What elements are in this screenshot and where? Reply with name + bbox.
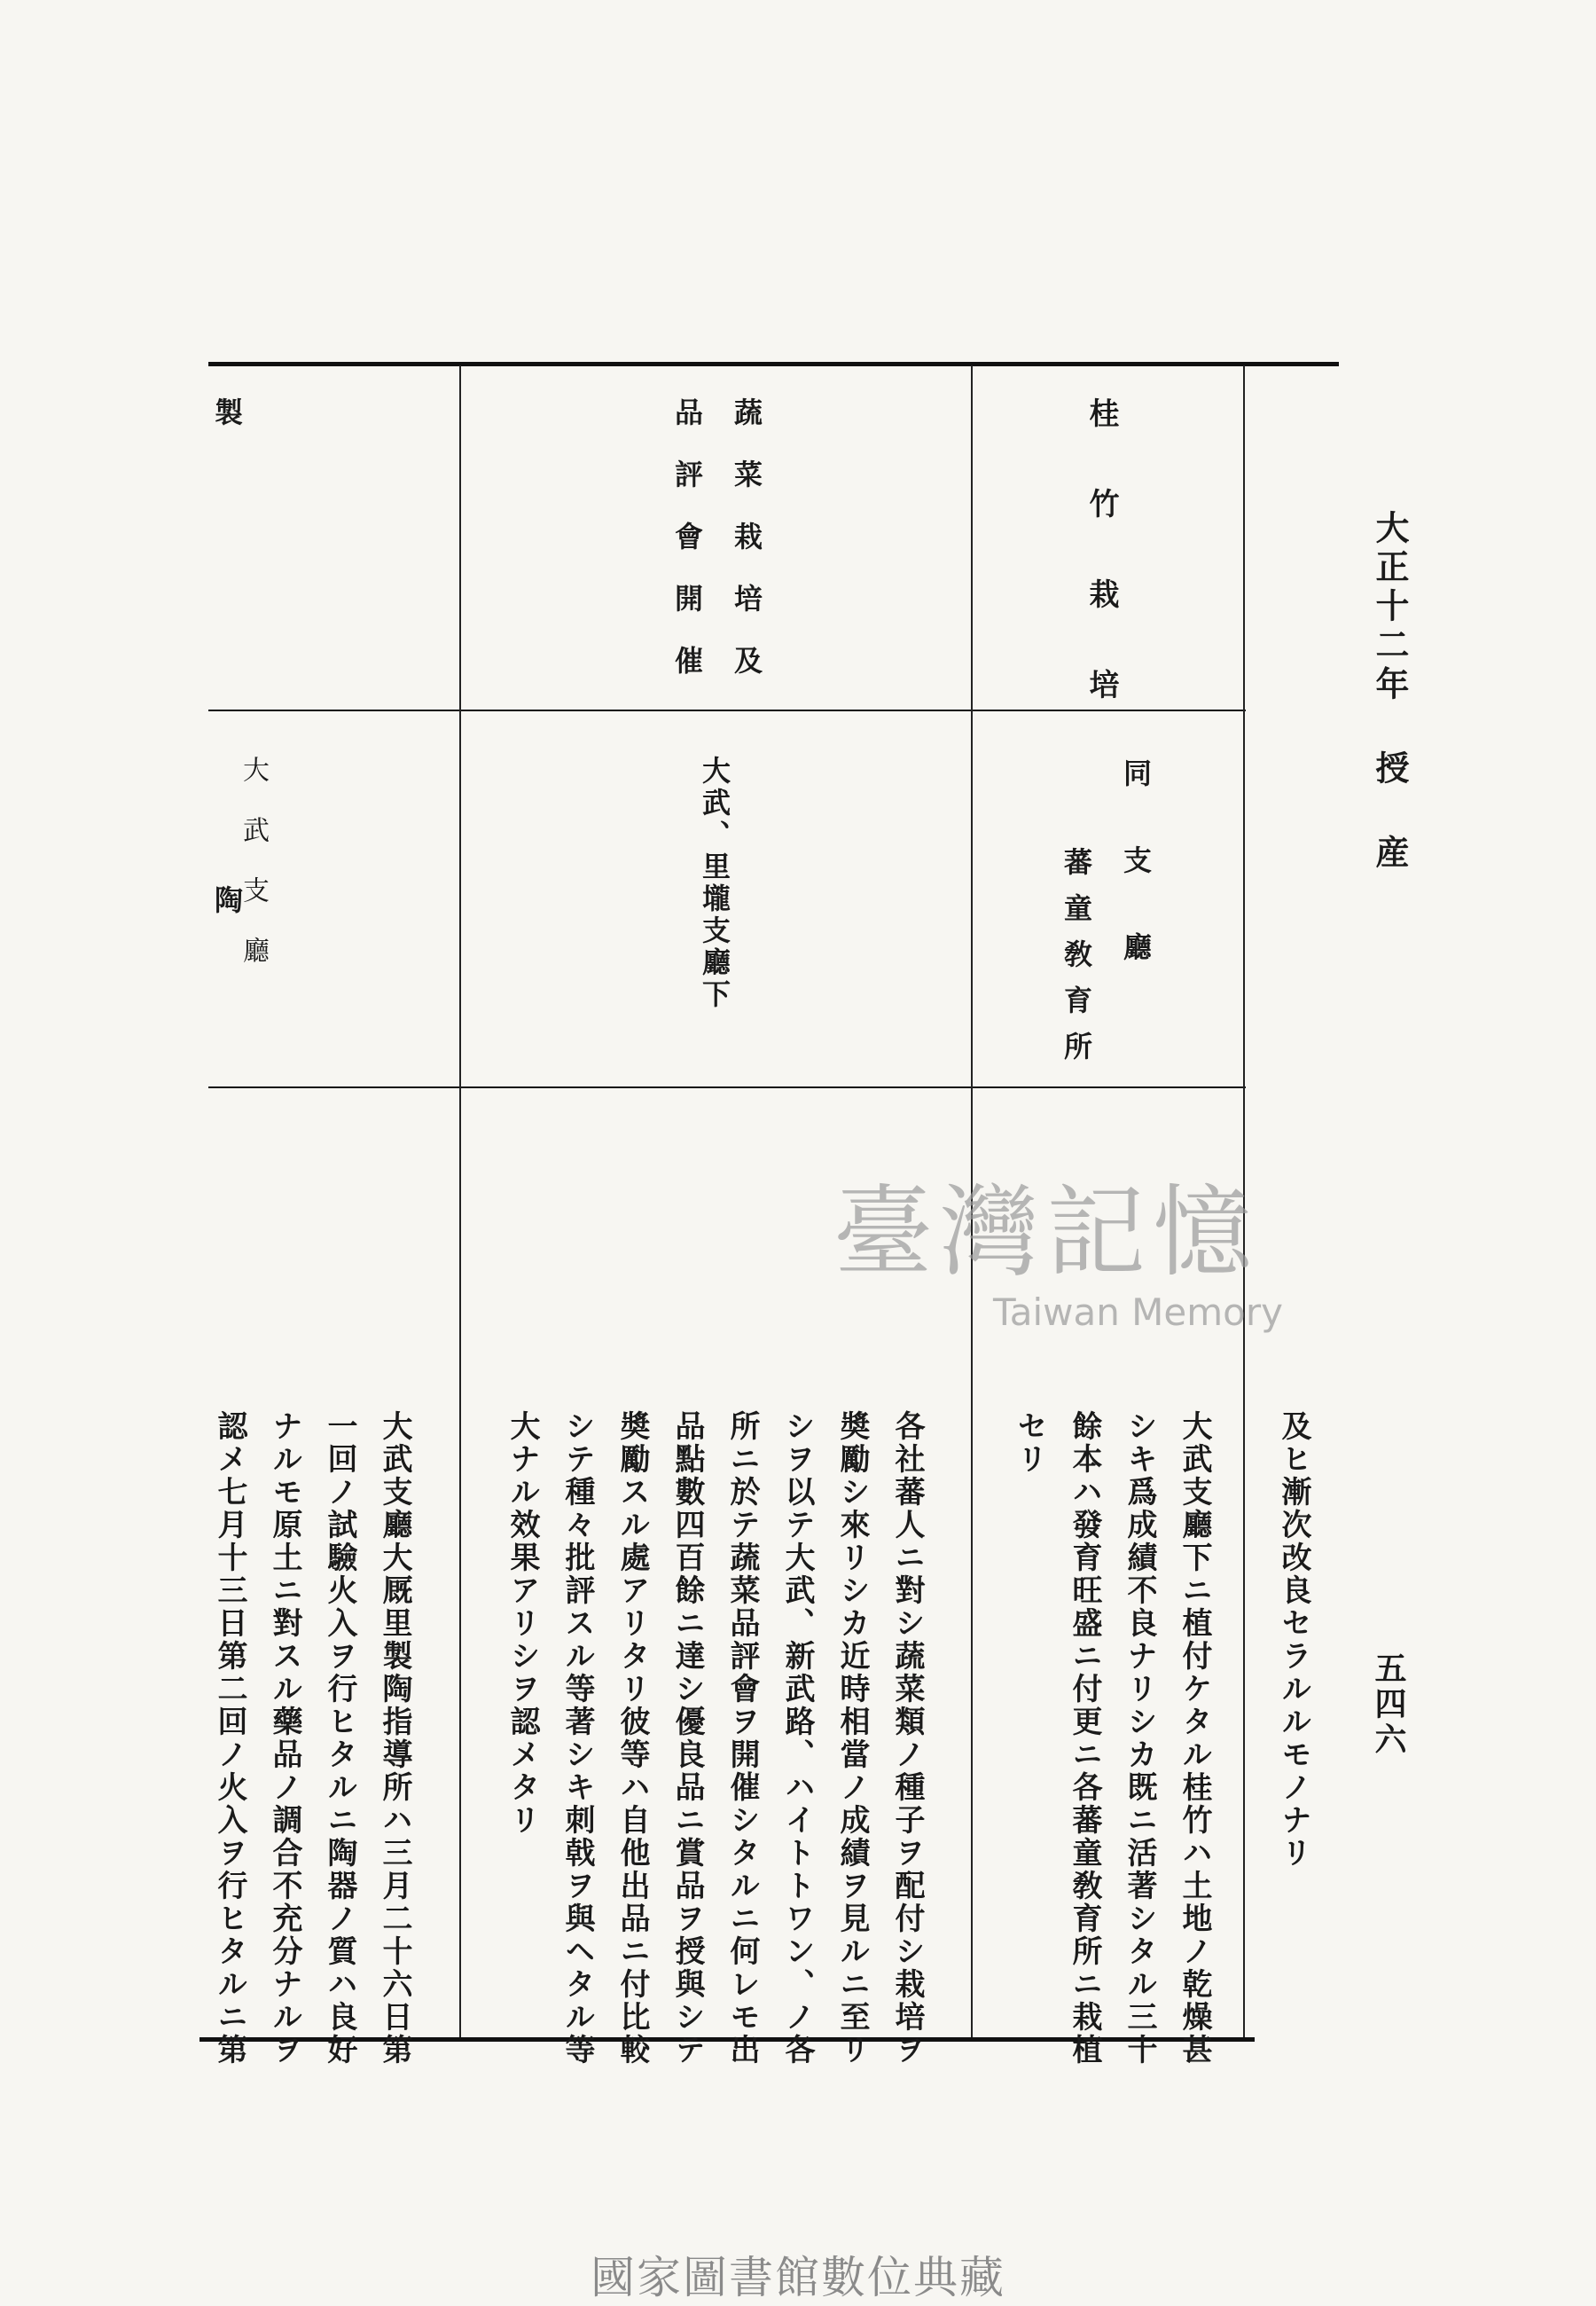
row3-text <box>202 1410 422 2067</box>
row2-title-2: 品評會開催 <box>670 397 704 708</box>
table-top-rule <box>208 362 1339 366</box>
row2-title-1: 蔬菜栽培及 <box>730 397 763 708</box>
row1-title: 桂竹栽培 <box>1084 397 1119 759</box>
text-line: シテ種々批評スル等著シキ刺戟ヲ與ヘタル等 <box>559 1410 595 2067</box>
text-line: 認メ七月十三日第二回ノ火入ヲ行ヒタルニ第 <box>212 1410 247 2067</box>
text-line: 大武支廳下ニ植付ケタル桂竹ハ土地ノ乾燥甚 <box>1177 1410 1212 2067</box>
running-title: 大正十二年 授 産 <box>1370 510 1410 874</box>
watermark-sub: Taiwan Memory <box>993 1290 1283 1334</box>
text-line: 大ナル效果アリシヲ認メタリ <box>505 1410 540 1837</box>
continuation-text: 及ヒ漸次改良セラルルモノナリ <box>1276 1410 1311 1870</box>
row3-office: 大武支廳 <box>238 756 269 997</box>
text-line: 奬勵シ來リシカ近時相當ノ成績ヲ見ルニ至リ <box>834 1410 870 2067</box>
text-line: 餘本ハ發育旺盛ニ付更ニ各蕃童敎育所ニ栽植 <box>1067 1410 1102 2067</box>
text-line: シヲ以テ大武、新武路、ハイトトワン、ノ各 <box>779 1410 815 2067</box>
office-text-divider <box>208 1086 1246 1088</box>
watermark-main: 臺灣記憶 <box>833 1175 1259 1290</box>
text-line: 大武支廳大厩里製陶指導所ハ三月二十六日第 <box>377 1410 412 2067</box>
text-line: 奬勵スル處アリタリ彼等ハ自他出品ニ付比較 <box>614 1410 650 2067</box>
row3-title: 製 陶 <box>210 397 244 1126</box>
footer-source: 國家圖書館數位典藏 <box>591 2252 1005 2303</box>
text-line: 品點數四百餘ニ達シ優良品ニ賞品ヲ授與シテ <box>669 1410 705 2067</box>
row2-office: 大武、里壠支廳下 <box>698 756 732 1011</box>
row1-text <box>1002 1410 1222 2067</box>
text-line: 一回ノ試驗火入ヲ行ヒタルニ陶器ノ質ハ良好 <box>322 1410 357 2067</box>
text-line: 各社蕃人ニ對シ蔬菜類ノ種子ヲ配付シ栽培ヲ <box>889 1410 925 2067</box>
row2-text <box>495 1410 935 2067</box>
text-line: セリ <box>1012 1410 1047 1476</box>
column-divider-1 <box>459 365 461 2037</box>
text-line: ナルモ原土ニ對スル藥品ノ調合不充分ナルヲ <box>267 1410 302 2067</box>
text-line: シキ爲成績不良ナリシカ既ニ活著シタル三十 <box>1122 1410 1157 2067</box>
row1-office-1: 同 支 廳 <box>1119 758 1153 973</box>
row1-office-2: 蕃童敎育所 <box>1060 847 1093 1078</box>
page-number: 五四六 <box>1370 1651 1407 1758</box>
text-line: 所ニ於テ蔬菜品評會ヲ開催シタルニ何レモ出 <box>724 1410 760 2067</box>
watermark <box>798 1153 1295 1334</box>
